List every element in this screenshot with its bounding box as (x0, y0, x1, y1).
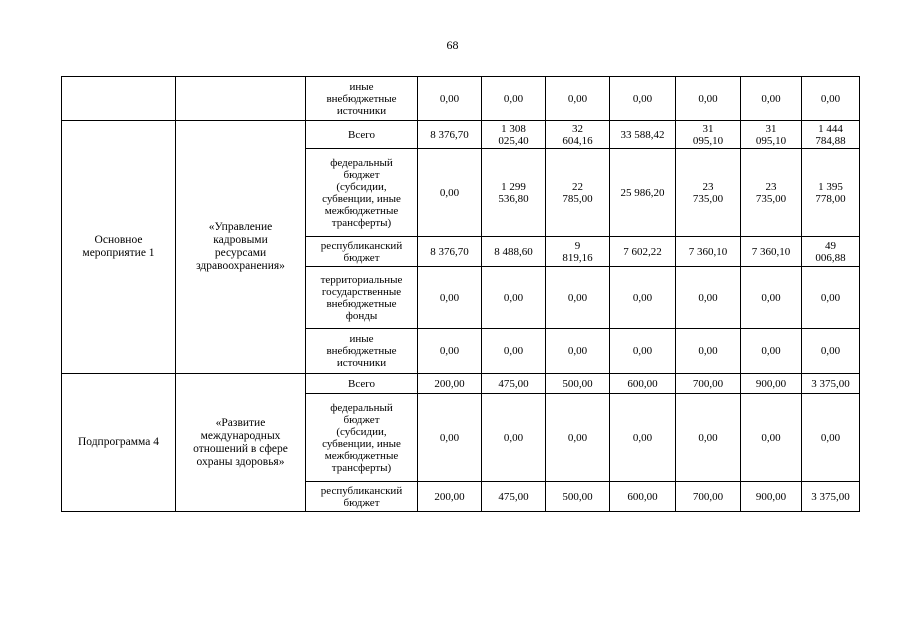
funding-source-line: республиканский (320, 239, 403, 252)
budget-table (61, 76, 860, 512)
funding-source-cell (306, 267, 418, 329)
status-cell: Подпрограмма 4 (62, 374, 176, 512)
program-name-cell (176, 374, 306, 512)
value-line: 0,00 (503, 431, 524, 444)
program-name-line: отношений в сфере (193, 442, 288, 455)
value-cell (482, 482, 546, 512)
page-number: 68 (446, 38, 459, 52)
value-cell (741, 267, 802, 329)
value-line: 735,00 (755, 192, 787, 205)
funding-source-line: межбюджетные (324, 449, 399, 462)
value-line: 475,00 (498, 377, 529, 390)
value-cell (546, 237, 610, 267)
funding-source-line: источники (336, 357, 387, 369)
value-line: 23 (702, 180, 714, 193)
value-cell (418, 237, 482, 267)
funding-source-line: субвенции, иные (322, 437, 401, 450)
program-name-line: международных (200, 429, 281, 442)
value-line: 0,00 (632, 345, 653, 357)
value-line: 0,00 (632, 92, 653, 105)
value-cell (418, 394, 482, 482)
value-line: 3 375,00 (811, 490, 850, 503)
value-line: 1 308 (501, 122, 526, 135)
value-cell (610, 394, 676, 482)
program-name-cell (176, 121, 306, 374)
value-cell (546, 121, 610, 149)
value-line: 819,16 (562, 251, 593, 264)
value-line: 500,00 (562, 490, 593, 503)
value-cell (676, 482, 741, 512)
table-row (62, 121, 860, 149)
value-line: 31 (765, 122, 777, 135)
value-line: 0,00 (439, 291, 460, 304)
funding-source-line: Всего (348, 128, 375, 141)
value-cell (741, 77, 802, 121)
value-line: 0,00 (567, 92, 588, 105)
value-cell (802, 394, 860, 482)
value-cell (546, 329, 610, 374)
value-line: 778,00 (815, 192, 846, 205)
funding-source-cell (306, 394, 418, 482)
value-cell (802, 329, 860, 374)
value-line: 23 (765, 180, 777, 193)
value-line: 600,00 (627, 490, 658, 503)
value-cell (546, 267, 610, 329)
value-cell (418, 149, 482, 237)
program-name-line: ресурсами (214, 247, 267, 259)
value-line: 475,00 (498, 490, 529, 503)
status-cell (62, 77, 176, 121)
funding-source-line: источники (336, 104, 387, 117)
funding-source-line: бюджет (343, 251, 380, 264)
value-cell (802, 267, 860, 329)
value-line: 1 395 (818, 180, 843, 193)
value-cell (546, 394, 610, 482)
value-cell (676, 329, 741, 374)
value-cell (802, 237, 860, 267)
funding-source-line: (субсидии, (336, 180, 387, 193)
value-cell (802, 374, 860, 394)
value-cell (482, 121, 546, 149)
value-line: 9 (574, 239, 581, 252)
value-line: 7 602,22 (623, 245, 662, 258)
value-line: 200,00 (434, 490, 465, 503)
value-line: 600,00 (627, 377, 658, 390)
value-line: 095,10 (755, 134, 787, 147)
value-cell (741, 329, 802, 374)
funding-source-line: фонды (345, 309, 378, 322)
funding-source-line: межбюджетные (324, 204, 399, 217)
funding-source-cell (306, 121, 418, 149)
funding-source-line: (субсидии, (336, 425, 387, 438)
value-cell (610, 374, 676, 394)
value-cell (546, 482, 610, 512)
program-name-line: здравоохранения» (196, 260, 285, 272)
value-line: 200,00 (434, 377, 465, 390)
value-line: 536,80 (498, 192, 529, 205)
value-line: 31 (702, 122, 714, 135)
value-cell (741, 482, 802, 512)
value-cell (741, 374, 802, 394)
value-cell (610, 149, 676, 237)
value-line: 49 (825, 239, 836, 252)
value-cell (546, 374, 610, 394)
value-line: 025,40 (498, 134, 529, 147)
value-line: 0,00 (698, 291, 718, 304)
value-line: 0,00 (503, 92, 524, 105)
value-cell (741, 237, 802, 267)
value-cell (676, 149, 741, 237)
value-cell (482, 237, 546, 267)
value-cell (482, 149, 546, 237)
funding-source-line: внебюджетные (326, 345, 397, 357)
value-cell (676, 267, 741, 329)
value-line: 700,00 (692, 377, 724, 390)
status-cell: Основное мероприятие 1 (62, 121, 176, 374)
value-cell (676, 374, 741, 394)
value-cell (482, 267, 546, 329)
value-line: 0,00 (439, 186, 460, 199)
value-cell (676, 394, 741, 482)
value-line: 0,00 (567, 345, 588, 357)
value-cell (482, 329, 546, 374)
value-cell (610, 482, 676, 512)
funding-source-cell (306, 374, 418, 394)
value-cell (418, 374, 482, 394)
program-name-line: охраны здоровья» (196, 455, 285, 468)
program-name-line: «Развитие (215, 416, 266, 429)
value-cell (741, 149, 802, 237)
value-cell (676, 121, 741, 149)
value-cell (610, 329, 676, 374)
value-line: 8 376,70 (430, 245, 469, 258)
value-line: 0,00 (761, 431, 781, 444)
funding-source-line: республиканский (320, 484, 403, 497)
funding-source-cell (306, 237, 418, 267)
funding-source-line: территориальные (320, 273, 403, 286)
funding-source-cell (306, 77, 418, 121)
funding-source-line: субвенции, иные (322, 192, 401, 205)
value-line: 900,00 (755, 490, 787, 503)
funding-source-line: государственные (321, 285, 402, 298)
value-cell (418, 329, 482, 374)
table-row (62, 374, 860, 394)
value-line: 8 376,70 (430, 128, 469, 141)
value-line: 8 488,60 (494, 245, 533, 258)
funding-source-line: внебюджетные (326, 92, 397, 105)
funding-source-line: трансферты) (331, 216, 392, 229)
funding-source-line: иные (349, 333, 374, 345)
value-line: 0,00 (820, 345, 841, 357)
program-name-line: «Управление (208, 221, 273, 233)
value-cell (418, 267, 482, 329)
value-cell (802, 149, 860, 237)
funding-source-cell (306, 149, 418, 237)
value-line: 33 588,42 (620, 128, 665, 141)
value-line: 1 444 (818, 122, 843, 135)
value-line: 700,00 (692, 490, 724, 503)
value-line: 3 375,00 (811, 377, 850, 390)
funding-source-line: бюджет (343, 413, 380, 426)
value-cell (802, 482, 860, 512)
value-line: 0,00 (439, 431, 460, 444)
funding-source-line: бюджет (343, 496, 380, 509)
value-line: 0,00 (761, 345, 781, 357)
value-cell (610, 77, 676, 121)
value-line: 500,00 (562, 377, 593, 390)
value-line: 0,00 (698, 92, 718, 105)
value-cell (482, 394, 546, 482)
value-line: 0,00 (632, 431, 653, 444)
value-line: 0,00 (632, 291, 653, 304)
value-cell (418, 482, 482, 512)
value-line: 784,88 (815, 134, 846, 147)
funding-source-line: внебюджетные (326, 297, 397, 310)
value-cell (741, 394, 802, 482)
value-line: 0,00 (439, 92, 460, 105)
funding-source-line: трансферты) (331, 461, 392, 474)
value-line: 0,00 (439, 345, 460, 357)
value-line: 604,16 (562, 134, 593, 147)
value-cell (610, 267, 676, 329)
value-line: 900,00 (755, 377, 787, 390)
value-cell (546, 149, 610, 237)
value-line: 0,00 (503, 291, 524, 304)
value-cell (741, 121, 802, 149)
value-cell (418, 121, 482, 149)
program-name-cell (176, 77, 306, 121)
value-line: 1 299 (501, 180, 526, 193)
value-line: 0,00 (698, 345, 718, 357)
value-line: 0,00 (820, 291, 841, 304)
value-line: 7 360,10 (751, 245, 791, 258)
value-line: 0,00 (503, 345, 524, 357)
value-cell (482, 374, 546, 394)
value-line: 0,00 (761, 291, 781, 304)
value-line: 32 (572, 122, 583, 135)
funding-source-cell (306, 329, 418, 374)
funding-source-cell (306, 482, 418, 512)
value-line: 006,88 (815, 251, 846, 264)
value-cell (418, 77, 482, 121)
value-line: 735,00 (692, 192, 724, 205)
value-cell (546, 77, 610, 121)
value-line: 0,00 (761, 92, 781, 105)
value-cell (676, 77, 741, 121)
value-line: 0,00 (820, 431, 841, 444)
funding-source-line: федеральный (330, 156, 393, 169)
value-line: 0,00 (820, 92, 841, 105)
funding-source-line: федеральный (330, 401, 393, 414)
value-cell (610, 121, 676, 149)
funding-source-line: бюджет (343, 168, 380, 181)
value-cell (676, 237, 741, 267)
program-name-line: кадровыми (213, 234, 268, 246)
value-line: 0,00 (698, 431, 718, 444)
funding-source-line: иные (349, 80, 374, 93)
table-row (62, 77, 860, 121)
value-cell (802, 77, 860, 121)
value-cell (610, 237, 676, 267)
value-line: 7 360,10 (688, 245, 728, 258)
value-cell (482, 77, 546, 121)
value-line: 095,10 (692, 134, 724, 147)
value-line: 22 (572, 180, 583, 193)
value-line: 785,00 (562, 192, 593, 205)
value-line: 0,00 (567, 291, 588, 304)
value-cell (802, 121, 860, 149)
funding-source-line: Всего (348, 377, 375, 390)
value-line: 25 986,20 (620, 186, 665, 199)
value-line: 0,00 (567, 431, 588, 444)
